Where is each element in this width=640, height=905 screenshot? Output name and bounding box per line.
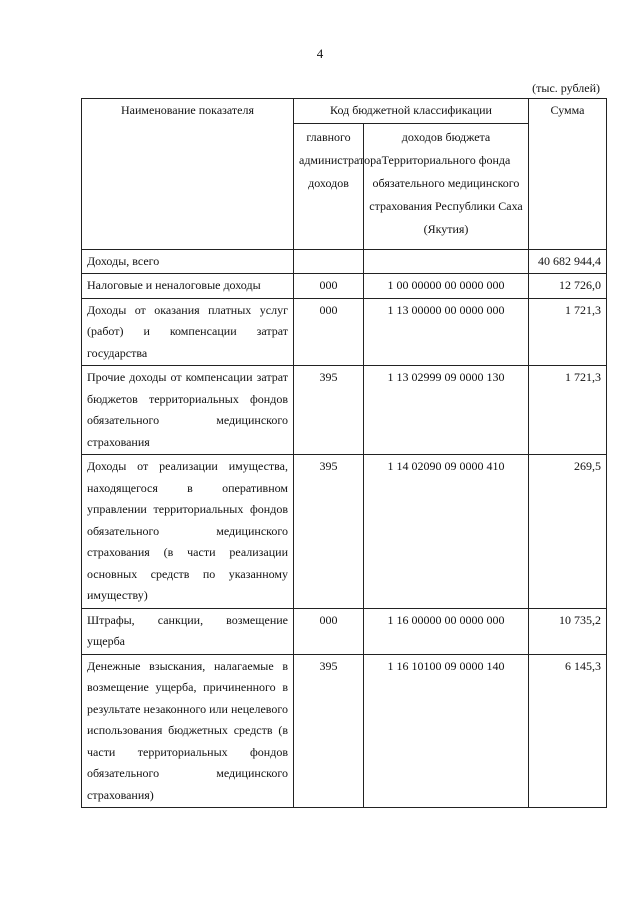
- row-name: Прочие доходы от компенсации затрат бюджетов территориальных фондов обязательного медицинского страхования: [82, 366, 294, 455]
- row-admin-code: 000: [294, 608, 364, 654]
- row-name: Доходы, всего: [82, 249, 294, 274]
- row-budget-code: 1 13 02999 09 0000 130: [364, 366, 529, 455]
- row-amount: 12 726,0: [529, 274, 607, 299]
- table-row: [82, 654, 607, 808]
- row-name: Налоговые и неналоговые доходы: [82, 274, 294, 299]
- row-amount: 269,5: [529, 455, 607, 609]
- row-budget-code: 1 14 02090 09 0000 410: [364, 455, 529, 609]
- header-code-group: Код бюджетной классификации: [294, 99, 529, 124]
- page-number: 4: [316, 46, 324, 61]
- table-body: [82, 249, 607, 808]
- header-amount: Сумма: [529, 99, 607, 250]
- row-admin-code: 395: [294, 654, 364, 808]
- row-amount: 1 721,3: [529, 366, 607, 455]
- row-name: Штрафы, санкции, возмещение ущерба: [82, 608, 294, 654]
- row-budget-code: 1 16 00000 00 0000 000: [364, 608, 529, 654]
- header-row: [82, 99, 607, 124]
- row-amount: 1 721,3: [529, 298, 607, 366]
- row-name: Денежные взыскания, налагаемые в возмещение ущерба, причиненного в результате незаконного или нецелевого использования бюджетных средств (в части территориальных фондов обязательного медицинского страхования): [82, 654, 294, 808]
- row-budget-code: 1 00 00000 00 0000 000: [364, 274, 529, 299]
- row-admin-code: 000: [294, 274, 364, 299]
- row-amount: 40 682 944,4: [529, 249, 607, 274]
- row-budget-code: 1 16 10100 09 0000 140: [364, 654, 529, 808]
- row-amount: 6 145,3: [529, 654, 607, 808]
- header-income: доходов бюджета Территориального фонда обязательного медицинского страхования Республики Саха (Якутия): [364, 123, 529, 249]
- row-name: Доходы от реализации имущества, находящегося в оперативном управлении территориальных фондов обязательного медицинского страхования (в части реализации основных средств по указанному имуществу): [82, 455, 294, 609]
- budget-income-table: [81, 98, 607, 808]
- row-admin-code: 000: [294, 298, 364, 366]
- row-admin-code: 395: [294, 366, 364, 455]
- row-admin-code: [294, 249, 364, 274]
- row-budget-code: 1 13 00000 00 0000 000: [364, 298, 529, 366]
- units-label: (тыс. рублей): [532, 81, 600, 95]
- row-budget-code: [364, 249, 529, 274]
- table-row: [82, 455, 607, 609]
- table-row: [82, 274, 607, 299]
- header-name: Наименование показателя: [82, 99, 294, 250]
- table-row: [82, 249, 607, 274]
- row-amount: 10 735,2: [529, 608, 607, 654]
- table-row: [82, 608, 607, 654]
- row-admin-code: 395: [294, 455, 364, 609]
- table-row: [82, 298, 607, 366]
- header-admin: главного администратора доходов: [294, 123, 364, 249]
- table-row: [82, 366, 607, 455]
- row-name: Доходы от оказания платных услуг (работ) и компенсации затрат государства: [82, 298, 294, 366]
